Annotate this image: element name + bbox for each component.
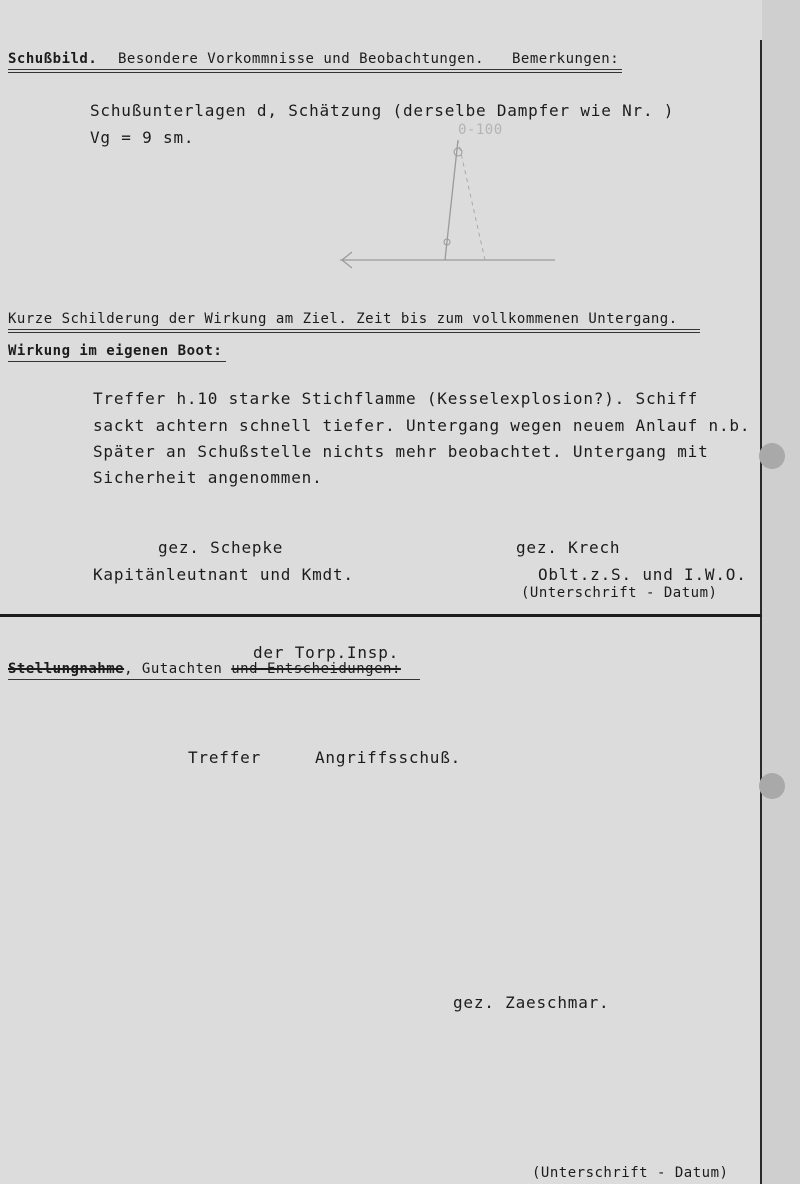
heading-underline	[8, 69, 622, 70]
sketch-label: 0-100	[458, 122, 503, 138]
gutachten-label: , Gutachten	[124, 661, 232, 677]
para-line-1: Treffer h.10 starke Stichflamme (Kesselexplosion?). Schiff	[93, 389, 699, 408]
wirkung-underline	[8, 361, 226, 362]
punch-hole-bottom	[759, 773, 785, 799]
sig-schepke-rank: Kapitänleutnant und Kmdt.	[93, 565, 354, 584]
sig-krech-rank: Oblt.z.S. und I.W.O.	[538, 565, 747, 584]
verdict-angriffsschuss: Angriffsschuß.	[315, 748, 462, 767]
heading-schussbild: Schußbild.	[8, 51, 98, 67]
para-line-2: sackt achtern schnell tiefer. Untergang wegen neuem Anlauf n.b.	[93, 416, 751, 435]
page-edge	[762, 0, 800, 1184]
para-line-3: Später an Schußstelle nichts mehr beobachtet. Untergang mit	[93, 442, 709, 461]
heading-underline-2	[8, 72, 622, 73]
sig-krech: gez. Krech	[516, 538, 621, 557]
vg-line: Vg = 9 sm.	[90, 128, 195, 147]
heading-wirkung-boot: Wirkung im eigenen Boot:	[8, 343, 223, 359]
section-divider	[0, 614, 762, 617]
gutachten-underline	[8, 679, 420, 680]
heading-vorkommnisse: Besondere Vorkommnisse und Beobachtungen.	[118, 51, 485, 67]
para-line-4: Sicherheit angenommen.	[93, 468, 323, 487]
schilderung-underline-2	[8, 332, 700, 333]
sig-schepke: gez. Schepke	[158, 538, 284, 557]
heading-gutachten	[8, 661, 401, 677]
sig-zaeschmar: gez. Zaeschmar.	[453, 993, 610, 1012]
struck-entscheidungen: und Entscheidungen:	[231, 661, 401, 677]
heading-bemerkungen: Bemerkungen:	[512, 51, 620, 67]
right-margin-rule	[760, 40, 762, 1184]
schilderung-underline	[8, 329, 700, 330]
punch-hole-top	[759, 443, 785, 469]
verdict-treffer: Treffer	[188, 748, 262, 767]
insert-torp-insp: der Torp.Insp.	[253, 643, 400, 662]
heading-schilderung: Kurze Schilderung der Wirkung am Ziel. Zeit bis zum vollkommenen Untergang.	[8, 311, 678, 327]
sig-caption-1: (Unterschrift - Datum)	[521, 585, 718, 601]
struck-stellungnahme: Stellungnahme	[8, 661, 125, 677]
sig-caption-2: (Unterschrift - Datum)	[532, 1165, 729, 1181]
pencil-sketch	[330, 120, 570, 280]
schussunterlagen-line: Schußunterlagen d, Schätzung (derselbe Dampfer wie Nr. )	[90, 101, 675, 120]
